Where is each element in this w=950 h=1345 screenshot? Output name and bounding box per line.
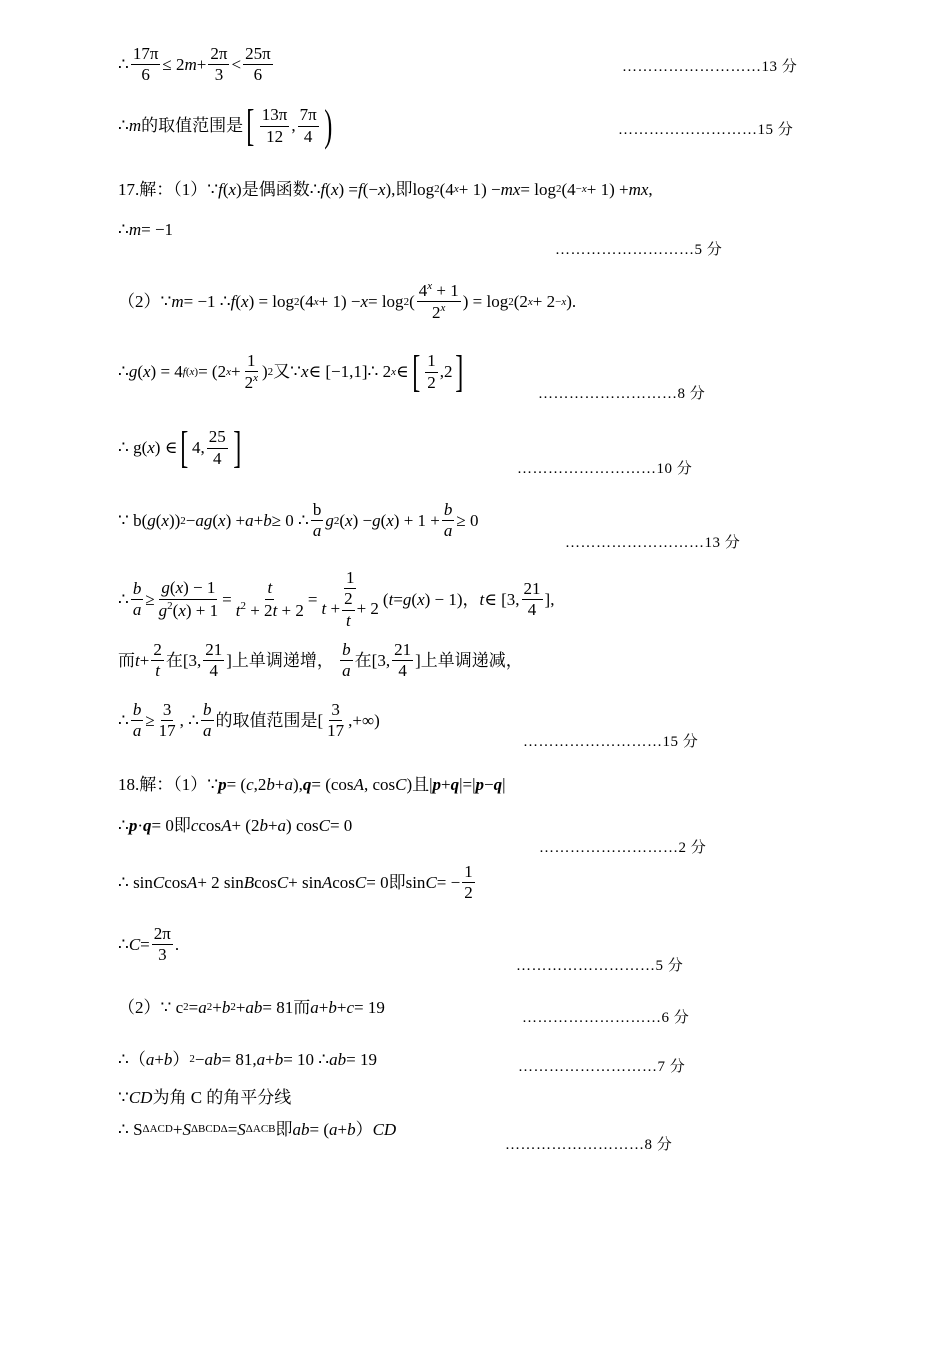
text: 上单调递减，: [420, 651, 523, 671]
text: 的取值范围是: [141, 116, 244, 136]
question-number: 17.解：（1）: [118, 180, 208, 199]
part2b-line: （2） ∵ c 2 = a 2 + b 2 + ab = 81 而 a + b + c = 19: [118, 998, 385, 1017]
line-2: ∴ m 的取值范围是 [ $\frac{13\pi}{12}$ , $\frac{7\pi}{4}$ ): [118, 101, 333, 150]
line-m: ∴ m = −1: [118, 220, 174, 239]
score-mark: ………………………13 分: [565, 535, 741, 551]
text: 的取值范围是: [215, 711, 318, 731]
mono-line: 而 t + $\frac{2}{t}$ 在 [3, $\frac{21}{4}$ ] 上单调递增， $\frac{b}{a}$ 在 [3, $\frac{21}{4}$ ] 上单调递减，: [118, 640, 523, 681]
score-mark: ………………………15 分: [618, 122, 794, 138]
line-1: ∴ $\frac{17\pi}{6}$ ≤ 2 m + $\frac{2\pi}{3}$ < $\frac{25\pi}{6}$: [118, 44, 271, 85]
score-mark: ………………………2 分: [539, 840, 707, 856]
part2-line: （2） ∵ m = −1 ∴ f ( x ) = log 2 (4 x + 1) − x = log 2 ( $\frac{4^x + 1}{2^x}$ ) = log 2 (2 x + 2 −x ).: [118, 280, 577, 323]
ineq-line: ∵ b( g ( x )) 2 − ag ( x ) + a + b ≥ 0 ∴ $\frac{b}{a}$ g 2 ( x ) − g ( x ) + 1 + $\frac{b}{a}$ ≥ 0: [118, 500, 479, 541]
sin-line: ∴ sin C cos A + 2 sin B cos C + sin A cos C = 0 即 sin C = − $\frac{1}{2}$: [118, 862, 473, 903]
score-mark: ………………………10 分: [517, 461, 693, 477]
score-mark: ………………………5 分: [555, 242, 723, 258]
question-number: 18.解：（1）: [118, 775, 208, 794]
text: 为角 C 的角平分线: [152, 1088, 292, 1107]
ab-line: ∴（ a + b ） 2 − ab = 81, a + b = 10 ∴ ab = 19: [118, 1050, 377, 1069]
g-line: ∴ g ( x ) = 4 f(x) = (2 x + $\frac{1}{2^x}$ ) 2 又 ∵ x ∈ [−1,1]∴ 2 x ∈ [ $\frac{1}{2}$ ,2 ]: [118, 347, 464, 396]
text: 即: [275, 1120, 293, 1139]
cd-line: ∵ CD 为角 C 的角平分线: [118, 1088, 292, 1107]
g-range-line: ∴ g( x ) ∈ [ 4, $\frac{25}{4}$ ]: [118, 423, 242, 472]
score-mark: ………………………13 分: [622, 59, 798, 75]
score-mark: ………………………6 分: [522, 1010, 690, 1026]
q17-line: 17.解：（1） ∵ f ( x ) 是偶函数 ∴ f ( x ) = f (− x ), 即 log 2 (4 x + 1) − mx = log 2 (4 −x + 1) + mx ,: [118, 180, 653, 199]
text: 在: [165, 651, 183, 671]
dot-line: ∴ p · q = 0 即 c cos A + (2 b + a ) cos C = 0: [118, 816, 353, 835]
score-mark: ………………………7 分: [518, 1059, 686, 1075]
text: 即: [173, 816, 191, 835]
q18-line: 18.解：（1） ∵ p = ( c ,2 b + a ), q = (cos A , cos C ) 且 | p + q |=| p − q |: [118, 775, 506, 794]
part-label: （2）: [118, 292, 161, 312]
text: 在: [354, 651, 372, 671]
text: 即: [388, 873, 406, 893]
ba-line: ∴ $\frac{b}{a}$ ≥ $\frac{g(x) - 1}{g^2(x) + 1}$ = $\frac{t}{t^2 + 2t + 2}$ = 1 t + $\frac{2}{t}$ + 2 ( t = g ( x ) − 1)， t ∈ [3, $\frac{21}{4}$ ],: [118, 568, 555, 630]
text: 而: [293, 998, 311, 1017]
area-line: ∴ S ΔACD + S ΔBCDΔ = S ΔACB 即 ab = ( a + b ） CD: [118, 1120, 397, 1139]
text: 是偶函数: [241, 180, 310, 199]
text: 即: [395, 180, 413, 199]
score-mark: ………………………5 分: [516, 958, 684, 974]
text: 且: [412, 775, 430, 794]
score-mark: ………………………8 分: [538, 386, 706, 402]
text: 而: [118, 651, 135, 671]
text: 上单调递增，: [231, 651, 334, 671]
ba-range-line: ∴ $\frac{b}{a}$ ≥ $\frac{3}{17}$ , ∴ $\frac{b}{a}$ 的取值范围是 [ $\frac{3}{17}$ ,+∞): [118, 700, 380, 741]
text: 又: [273, 362, 291, 382]
score-mark: ………………………8 分: [505, 1137, 673, 1153]
part-label: （2）: [118, 998, 161, 1017]
c-line: ∴ C = $\frac{2\pi}{3}$ .: [118, 924, 180, 965]
score-mark: ………………………15 分: [523, 734, 699, 750]
